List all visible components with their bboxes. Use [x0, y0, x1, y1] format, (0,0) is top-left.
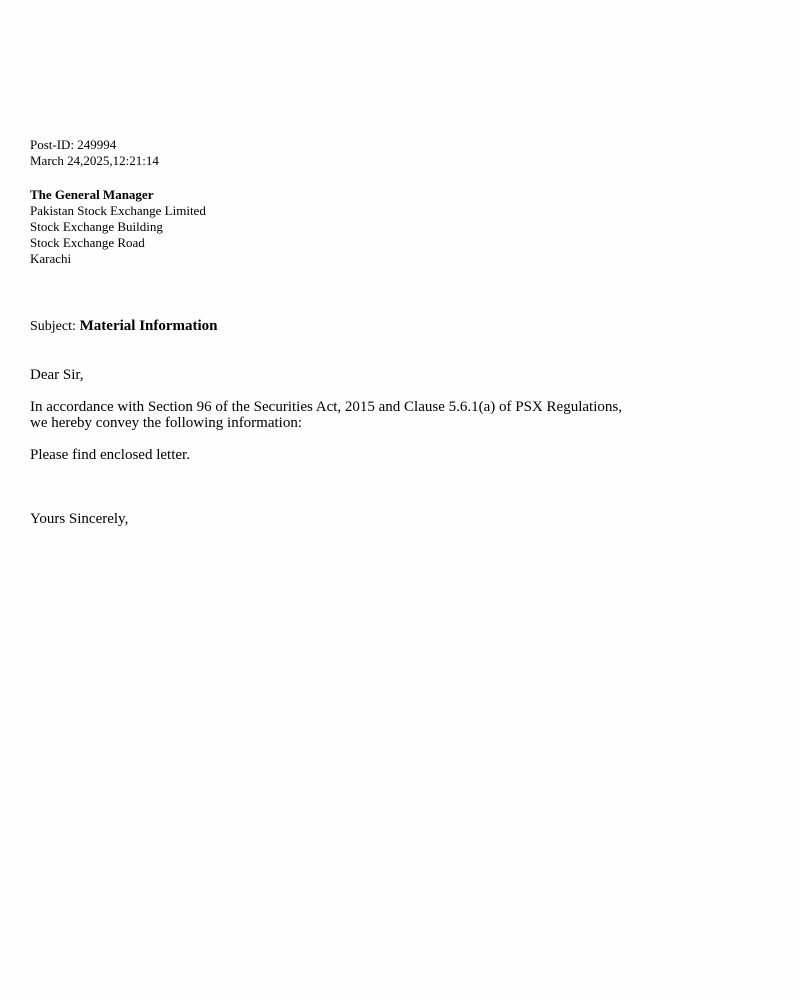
recipient-title: The General Manager — [30, 187, 154, 202]
post-meta — [30, 137, 159, 169]
body-paragraph-line: we hereby convey the following information: — [30, 415, 303, 431]
subject-value: Material Information — [79, 318, 218, 334]
enclosure-note: Please find enclosed letter. — [30, 447, 190, 463]
recipient-line: Karachi — [30, 251, 72, 266]
letter-page — [30, 0, 770, 1000]
greeting: Dear Sir, — [30, 367, 84, 383]
recipient-address — [30, 187, 206, 267]
recipient-line: Stock Exchange Building — [30, 219, 163, 234]
post-datetime: March 24,2025,12:21:14 — [30, 153, 159, 168]
recipient-line: Pakistan Stock Exchange Limited — [30, 203, 206, 218]
closing: Yours Sincerely, — [30, 511, 129, 527]
body-paragraph — [30, 399, 670, 431]
subject-label: Subject: — [30, 319, 76, 334]
post-id: Post-ID: 249994 — [30, 137, 117, 152]
recipient-line: Stock Exchange Road — [30, 235, 145, 250]
body-paragraph-line: In accordance with Section 96 of the Securities Act, 2015 and Clause 5.6.1(a) of PSX Regulations, — [30, 399, 622, 415]
subject-line — [30, 318, 218, 335]
